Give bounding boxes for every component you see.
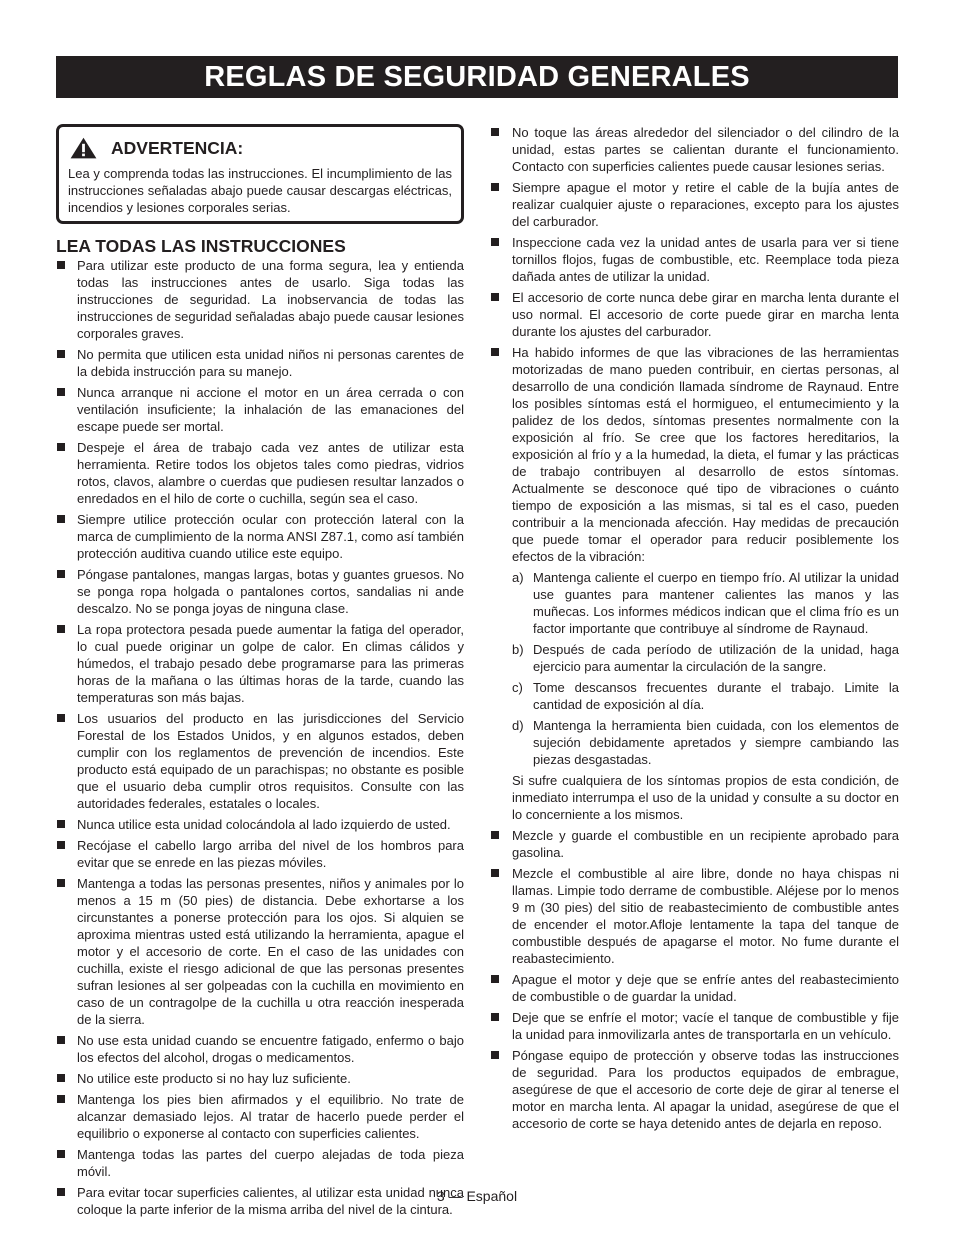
rule-item bbox=[56, 621, 464, 706]
rule-item bbox=[490, 234, 899, 285]
rule-text: Despeje el área de trabajo cada vez antes de utilizar esta herramienta. Retire todos los objetos tales como piedras, vidrios rotos, clavos, alambre o cuerdas que pudiesen resultar lanzados o enredados en el hilo de corte o cuchilla, según sea el caso. bbox=[77, 440, 464, 506]
bullet-square-icon bbox=[57, 841, 65, 849]
rule-text: Mantenga todas las partes del cuerpo alejadas de toda pieza móvil. bbox=[77, 1147, 464, 1179]
rule-item bbox=[56, 816, 464, 833]
bullet-square-icon bbox=[491, 869, 499, 877]
bullet-square-icon bbox=[57, 350, 65, 358]
rule-item bbox=[56, 1146, 464, 1180]
sub-item-letter: d) bbox=[512, 718, 524, 733]
rule-item bbox=[490, 289, 899, 340]
rule-text: Mantenga los pies bien afirmados y el equilibrio. No trate de alcanzar demasiado lejos. Al tratar de hacerlo puede perder el equilibrio o exponerse al contacto con superficies calientes. bbox=[77, 1092, 464, 1141]
rule-text: Mezcle y guarde el combustible en un recipiente aprobado para gasolina. bbox=[512, 828, 899, 860]
warning-text: Lea y comprenda todas las instrucciones. El incumplimiento de las instrucciones señaladas abajo puede causar descargas eléctricas, incendios y lesiones corporales serias. bbox=[68, 166, 452, 215]
bullet-square-icon bbox=[491, 975, 499, 983]
vibration-sub-item bbox=[512, 717, 899, 768]
rule-text: Apague el motor y deje que se enfríe antes del reabastecimiento de combustible o de guardar la unidad. bbox=[512, 972, 899, 1004]
bullet-square-icon bbox=[57, 820, 65, 828]
bullet-square-icon bbox=[57, 1074, 65, 1082]
rule-text: Siempre utilice protección ocular con protección lateral con la marca de cumplimiento de la norma ANSI Z87.1, como así también protección auditiva cuando utilice este equipo. bbox=[77, 512, 464, 561]
sub-item-letter: a) bbox=[512, 570, 524, 585]
rule-item bbox=[56, 1091, 464, 1142]
bullet-square-icon bbox=[491, 831, 499, 839]
warning-box bbox=[56, 124, 464, 224]
page-title: REGLAS DE SEGURIDAD GENERALES bbox=[56, 56, 898, 98]
rule-text: Póngase equipo de protección y observe todas las instrucciones de seguridad. Para los productos equipados de embrague, asegúrese de que el accesorio de corte deje de girar al tenerse el motor en marcha lenta. Al apagar la unidad, asegúrese de que el accesorio de corte se haya detenido antes de dejarla en reposo. bbox=[512, 1048, 899, 1131]
rule-text: El accesorio de corte nunca debe girar en marcha lenta durante el uso normal. El accesorio de corte puede girar en marcha lenta durante los ajustes del carburador. bbox=[512, 290, 899, 339]
bullet-square-icon bbox=[57, 625, 65, 633]
rule-item bbox=[490, 865, 899, 967]
rule-text: Mantenga a todas las personas presentes, niños y animales por lo menos a 15 m (50 pies) de distancia. Debe exhortarse a los circunstantes a ponerse protección para los ojos. Si alquien se aproxima mientras usted está utilizando la herramienta, apague el motor y el accesorio de corte. En el caso de las unidades con cuchilla, existe el riesgo adicional de que las personas presentes sufran lesiones al ser golpeadas con la cuchilla en movimiento en caso de un contragolpe de la cuchilla u otra reacción inesperada de la sierra. bbox=[77, 876, 464, 1027]
rule-item bbox=[56, 439, 464, 507]
rule-text: Para utilizar este producto de una forma segura, lea y entienda todas las instrucciones antes de usarlo. Siga todas las instrucciones de seguridad. La inobservancia de todas las instrucciones de seguridad señaladas abajo puede causar lesiones corporales graves. bbox=[77, 258, 464, 341]
rule-item bbox=[56, 384, 464, 435]
sub-item-letter: b) bbox=[512, 642, 524, 657]
bullet-square-icon bbox=[57, 879, 65, 887]
vibration-sub-item bbox=[512, 641, 899, 675]
vibration-sub-item bbox=[512, 569, 899, 637]
vibration-sub-list bbox=[512, 569, 899, 768]
rule-item bbox=[56, 1032, 464, 1066]
rule-text: Los usuarios del producto en las jurisdicciones del Servicio Forestal de los Estados Unidos, y en algunos estados, deben cumplir con los reglamentos de prevención de incendios. Este producto está equipado de un parachispas; no obstante es posible que el usuario deba cumplir otros requisitos. Consulte con las autoridades federales, estatales o locales. bbox=[77, 711, 464, 811]
left-column bbox=[56, 124, 464, 1222]
rule-text: No use esta unidad cuando se encuentre fatigado, enfermo o bajo los efectos del alcohol, drogas o medicamentos. bbox=[77, 1033, 464, 1065]
rule-text: Recójase el cabello largo arriba del nivel de los hombros para evitar que se enrede en las piezas móviles. bbox=[77, 838, 464, 870]
vibration-rule bbox=[490, 344, 899, 823]
right-column bbox=[490, 124, 899, 1136]
sub-item-text: Mantenga caliente el cuerpo en tiempo frío. Al utilizar la unidad use guantes para mantener calientes las manos y las muñecas. Los informes médicos indican que el clima frío es un factor importante que contribuye al síndrome de Raynaud. bbox=[533, 570, 899, 636]
rule-text: Inspeccione cada vez la unidad antes de usarla para ver si tiene tornillos flojos, fugas de combustible, etc. Reemplace toda pieza dañada antes de utilizar la unidad. bbox=[512, 235, 899, 284]
sub-item-text: Mantenga la herramienta bien cuidada, con los elementos de sujeción debidamente apretados y siempre cambiando las piezas desgastadas. bbox=[533, 718, 899, 767]
rule-text: No toque las áreas alrededor del silenciador o del cilindro de la unidad, estas partes se calientan durante el funcionamiento. Contacto con superficies calientes puede causar lesiones serias. bbox=[512, 125, 899, 174]
bullet-square-icon bbox=[57, 714, 65, 722]
rule-text: Nunca arranque ni accione el motor en un área cerrada o con ventilación insuficiente; la inhalación de las emanaciones del escape puede ser mortal. bbox=[77, 385, 464, 434]
bullet-square-icon bbox=[57, 261, 65, 269]
rule-item bbox=[56, 710, 464, 812]
section-heading: LEA TODAS LAS INSTRUCCIONES bbox=[56, 236, 346, 256]
bullet-square-icon bbox=[491, 128, 499, 136]
left-rules-list bbox=[56, 257, 464, 1218]
vibration-rule-text: Ha habido informes de que las vibraciones de las herramientas motorizadas de mano pueden contribuir, en ciertas personas, al desarrollo de una condición llamada síndrome de Raynaud. Entre los posibles síntomas está el hormigueo, el entumecimiento y la palidez de los dedos, síntomas presentes normalmente con la exposición al frío. Se cree que los factores hereditarios, la exposición al frío y a la humedad, la dieta, el fumar y las prácticas de trabajo contribuyen al desarrollo de estos síntomas. Actualmente se desconoce qué tipo de vibraciones o cuánto tiempo de exposición a las mismas, si tal es el caso, pueden contribuir a la mencionada afección. Hay medidas de precaución que puede tomar el operador para reducir posiblemente los efectos de la vibración: bbox=[512, 345, 899, 564]
bullet-square-icon bbox=[57, 1036, 65, 1044]
sub-item-text: Después de cada período de utilización de la unidad, haga ejercicio para aumentar la circulación de la sangre. bbox=[533, 642, 899, 674]
rule-item bbox=[56, 566, 464, 617]
right-rules-list-b bbox=[490, 827, 899, 1132]
vibration-sub-item bbox=[512, 679, 899, 713]
bullet-square-icon bbox=[57, 515, 65, 523]
rule-text: Póngase pantalones, mangas largas, botas y guantes gruesos. No se ponga ropa holgada o pantalones cortos, sandalias ni ande descalzo. No se ponga joyas de ninguna clase. bbox=[77, 567, 464, 616]
rule-text: No permita que utilicen esta unidad niños ni personas carentes de la debida instrucción para su manejo. bbox=[77, 347, 464, 379]
sub-item-letter: c) bbox=[512, 680, 523, 695]
rule-text: Mezcle el combustible al aire libre, donde no haya chispas ni llamas. Limpie todo derrame de combustible. Aléjese por lo menos 9 m (30 pies) del sitio de reabastecimiento de combustible antes de encender el motor.Afloje lentamente la tapa del tanque de combustible después de apagarse el motor. No fume durante el reabastecimiento. bbox=[512, 866, 899, 966]
rule-item bbox=[490, 827, 899, 861]
bullet-square-icon bbox=[491, 1013, 499, 1021]
bullet-square-icon bbox=[491, 348, 499, 356]
rule-item bbox=[56, 1070, 464, 1087]
rule-item bbox=[56, 257, 464, 342]
bullet-square-icon bbox=[57, 1150, 65, 1158]
bullet-square-icon bbox=[57, 443, 65, 451]
bullet-square-icon bbox=[57, 388, 65, 396]
rule-text: La ropa protectora pesada puede aumentar la fatiga del operador, lo cual puede originar un golpe de calor. En climas cálidos y húmedos, el trabajo pesado debe programarse para las primeras horas de la mañana o las últimas horas de la tarde, cuando las temperaturas son más bajas. bbox=[77, 622, 464, 705]
rule-text: Para evitar tocar superficies calientes, al utilizar esta unidad nunca coloque la parte inferior de la misma arriba del nivel de la cintura. bbox=[77, 1185, 464, 1217]
rule-item bbox=[56, 511, 464, 562]
rule-item bbox=[490, 1047, 899, 1132]
rule-text: Siempre apague el motor y retire el cable de la bujía antes de realizar cualquier ajuste o reparaciones, excepto para los ajustes del carburador. bbox=[512, 180, 899, 229]
bullet-square-icon bbox=[491, 1051, 499, 1059]
bullet-square-icon bbox=[57, 1095, 65, 1103]
page-footer: 3 — Español bbox=[436, 1188, 518, 1204]
rule-item bbox=[490, 124, 899, 175]
warning-triangle-icon bbox=[70, 137, 97, 159]
warning-header bbox=[68, 137, 452, 159]
rule-item bbox=[490, 179, 899, 230]
rule-item bbox=[490, 1009, 899, 1043]
sub-item-text: Tome descansos frecuentes durante el trabajo. Limite la cantidad de exposición al día. bbox=[533, 680, 899, 712]
warning-title: ADVERTENCIA: bbox=[111, 137, 244, 158]
bullet-square-icon bbox=[57, 570, 65, 578]
rule-text: No utilice este producto si no hay luz suficiente. bbox=[77, 1071, 351, 1086]
bullet-square-icon bbox=[491, 238, 499, 246]
rule-text: Deje que se enfríe el motor; vacíe el tanque de combustible y fije la unidad para inmovilizarla antes de transportarla en un vehículo. bbox=[512, 1010, 899, 1042]
bullet-square-icon bbox=[491, 293, 499, 301]
rule-text: Nunca utilice esta unidad colocándola al lado izquierdo de usted. bbox=[77, 817, 451, 832]
vibration-rules-list bbox=[490, 344, 899, 823]
rule-item bbox=[56, 875, 464, 1028]
right-rules-list-a bbox=[490, 124, 899, 340]
rule-item bbox=[490, 971, 899, 1005]
bullet-square-icon bbox=[491, 183, 499, 191]
rule-item bbox=[56, 837, 464, 871]
rule-item bbox=[56, 346, 464, 380]
vibration-after-text: Si sufre cualquiera de los síntomas propios de esta condición, de inmediato interrumpa el uso de la unidad y consulte a su doctor en lo concerniente a los mismos. bbox=[512, 773, 899, 822]
